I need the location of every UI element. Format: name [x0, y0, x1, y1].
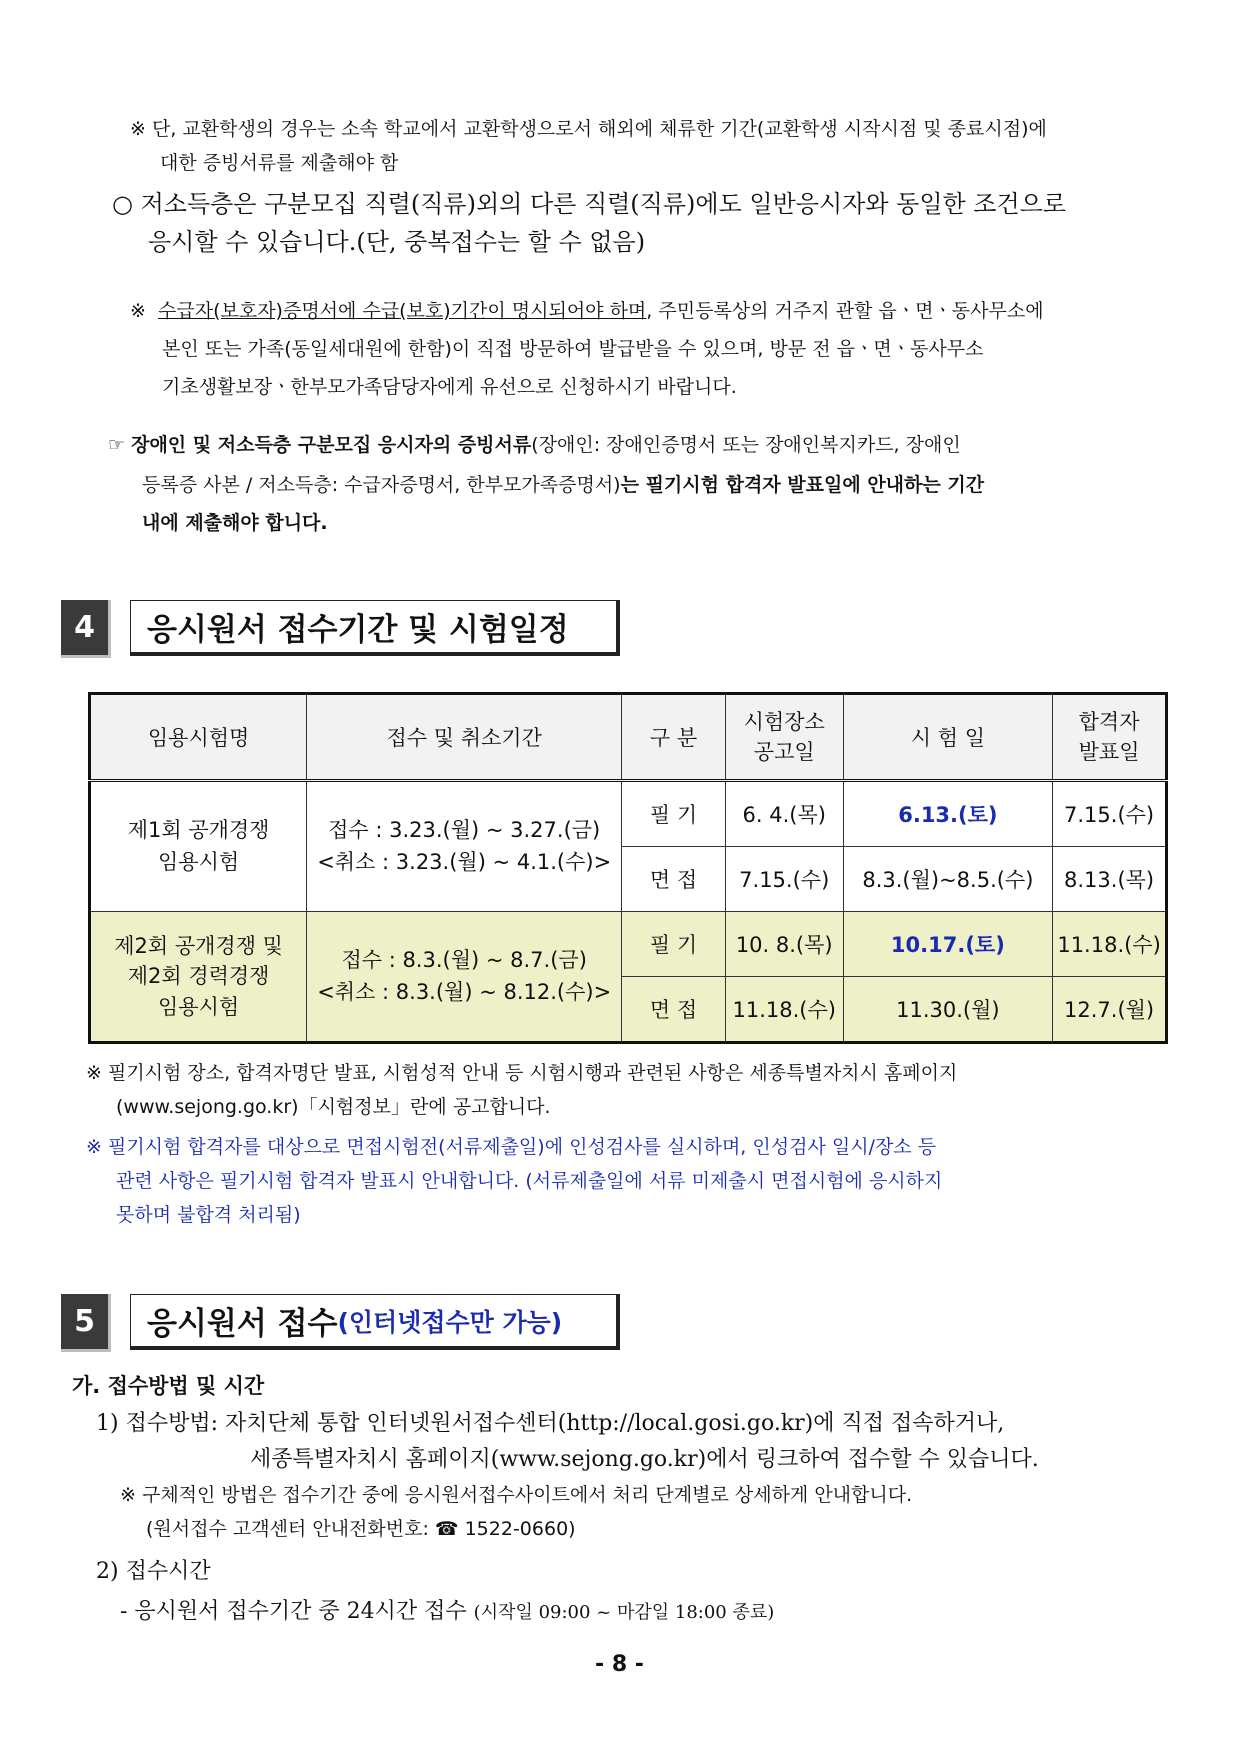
table-row [90, 781, 1167, 847]
cert-note-line3: 기초생활보장ㆍ한부모가족담당자에게 유선으로 신청하시기 바랍니다. [162, 376, 737, 398]
doc-note-line1 [108, 430, 961, 457]
cert-note-rest: , 주민등록상의 거주지 관할 읍ㆍ면ㆍ동사무소에 [646, 300, 1044, 322]
exam1-period [307, 781, 622, 912]
exchange-note-line1: ※ 단, 교환학생의 경우는 소속 학교에서 교환학생으로서 해외에 체류한 기간(교환학생 시작시점 및 종료시점)에 [130, 118, 1047, 140]
exam2-period [307, 912, 622, 1043]
apply-heading: 가. 접수방법 및 시간 [72, 1374, 265, 1398]
exam2-name-line1: 제2회 공개경쟁 및 [114, 933, 283, 958]
exam2-name-line3: 임용시험 [158, 994, 240, 1019]
exam1-name-line1: 제1회 공개경쟁 [127, 818, 270, 842]
exam1-interview-result: 8.13.(목) [1053, 847, 1167, 912]
low-income-line1: ○ 저소득층은 구분모집 직렬(직류)외의 다른 직렬(직류)에도 일반응시자와 동일한 조건으로 [112, 190, 1067, 218]
exam1-written-date: 6.13.(토) [843, 781, 1053, 847]
apply-time-title: 2) 접수시간 [96, 1559, 211, 1584]
exam2-period-line1: 접수 : 8.3.(월) ~ 8.7.(금) [341, 948, 587, 972]
section4-title: 응시원서 접수기간 및 시험일정 [130, 600, 620, 656]
exam2-interview-type: 면 접 [622, 977, 726, 1043]
exam2-written-type: 필 기 [622, 912, 726, 977]
section4-number: 4 [61, 600, 111, 658]
exam2-interview-result: 12.7.(월) [1053, 977, 1167, 1043]
doc-note-bold2: 는 필기시험 합격자 발표일에 안내하는 기간 [620, 474, 985, 496]
schedule-note1-line1: ※ 필기시험 장소, 합격자명단 발표, 시험성적 안내 등 시험시행과 관련된 사항은 세종특별자치시 홈페이지 [86, 1062, 958, 1084]
apply-method-line1: 1) 접수방법: 자치단체 통합 인터넷원서접수센터(http://local.gosi.go.kr)에 직접 접속하거나, [96, 1411, 1005, 1436]
header-notice-date: 시험장소 공고일 [725, 694, 843, 781]
apply-time-line [120, 1594, 774, 1625]
page-number: - 8 - [595, 1652, 644, 1677]
doc-note-line2 [142, 470, 984, 497]
exam1-name [90, 781, 307, 912]
exam-schedule-table [88, 692, 1168, 1044]
exam1-written-type: 필 기 [622, 781, 726, 847]
header-period: 접수 및 취소기간 [307, 694, 622, 781]
header-type: 구 분 [622, 694, 726, 781]
table-row [90, 912, 1167, 977]
table-header-row [90, 694, 1167, 781]
apply-method-note-line2: (원서접수 고객센터 안내전화번호: ☎ 1522-0660) [146, 1518, 576, 1540]
section5-title-main: 응시원서 접수 [147, 1306, 338, 1342]
exam2-name [90, 912, 307, 1043]
schedule-note2-line2: 관련 사항은 필기시험 합격자 발표시 안내합니다. (서류제출일에 서류 미제출시 면접시험에 응시하지 [116, 1170, 943, 1192]
exam1-period-line2: <취소 : 3.23.(월) ~ 4.1.(수)> [317, 849, 612, 874]
exam2-interview-notice: 11.18.(수) [725, 977, 843, 1043]
exam2-name-line2: 제2회 경력경쟁 [127, 964, 270, 989]
apply-method-note-line1: ※ 구체적인 방법은 접수기간 중에 응시원서접수사이트에서 처리 단계별로 상세하게 안내합니다. [120, 1484, 913, 1506]
doc-note-line3: 내에 제출해야 합니다. [142, 512, 328, 534]
doc-note-rest2: 등록증 사본 / 저소득층: 수급자증명서, 한부모가족증명서) [142, 474, 621, 496]
section5-number: 5 [61, 1294, 111, 1352]
cert-note-line2: 본인 또는 가족(동일세대원에 한함)이 직접 방문하여 발급받을 수 있으며, 방문 전 읍ㆍ면ㆍ동사무소 [162, 338, 984, 360]
exam1-written-notice: 6. 4.(목) [725, 781, 843, 847]
schedule-note2-line1: ※ 필기시험 합격자를 대상으로 면접시험전(서류제출일)에 인성검사를 실시하며, 인성검사 일시/장소 등 [86, 1136, 937, 1158]
apply-time-detail: (시작일 09:00 ~ 마감일 18:00 종료) [473, 1602, 775, 1623]
exam1-written-result: 7.15.(수) [1053, 781, 1167, 847]
exam2-period-line2: <취소 : 8.3.(월) ~ 8.12.(수)> [317, 979, 612, 1004]
exam2-written-result: 11.18.(수) [1053, 912, 1167, 977]
exam1-interview-date: 8.3.(월)~8.5.(수) [843, 847, 1053, 912]
header-exam-name: 임용시험명 [90, 694, 307, 781]
cert-note-line1 [130, 296, 1044, 323]
exam1-period-line1: 접수 : 3.23.(월) ~ 3.27.(금) [328, 818, 601, 842]
exam1-interview-type: 면 접 [622, 847, 726, 912]
header-exam-date: 시 험 일 [843, 694, 1053, 781]
apply-method-line2: 세종특별자치시 홈페이지(www.sejong.go.kr)에서 링크하여 접수할 수 있습니다. [250, 1447, 1039, 1472]
schedule-note2-line3: 못하며 불합격 처리됨) [116, 1204, 301, 1226]
exam1-name-line2: 임용시험 [158, 849, 240, 874]
exam2-interview-date: 11.30.(월) [843, 977, 1053, 1043]
apply-time-main: - 응시원서 접수기간 중 24시간 접수 [120, 1599, 467, 1624]
note-mark: ※ [130, 300, 146, 322]
exchange-note-line2: 대한 증빙서류를 제출해야 함 [160, 152, 399, 174]
cert-note-underlined: 수급자(보호자)증명서에 수급(보호)기간이 명시되어야 하며 [158, 300, 647, 322]
exam1-interview-notice: 7.15.(수) [725, 847, 843, 912]
section5-title-sub: (인터넷접수만 가능) [337, 1307, 563, 1337]
exam2-written-date: 10.17.(토) [843, 912, 1053, 977]
doc-note-rest1: (장애인: 장애인증명서 또는 장애인복지카드, 장애인 [531, 434, 961, 456]
section5-title [130, 1294, 620, 1350]
header-result-date: 합격자 발표일 [1053, 694, 1167, 781]
low-income-line2: 응시할 수 있습니다.(단, 중복접수는 할 수 없음) [148, 228, 646, 256]
exam2-written-notice: 10. 8.(목) [725, 912, 843, 977]
doc-note-bold1: 장애인 및 저소득층 구분모집 응시자의 증빙서류 [131, 434, 532, 456]
pointing-hand-icon: ☞ [108, 434, 126, 456]
schedule-note1-line2: (www.sejong.go.kr)「시험정보」란에 공고합니다. [116, 1096, 551, 1118]
